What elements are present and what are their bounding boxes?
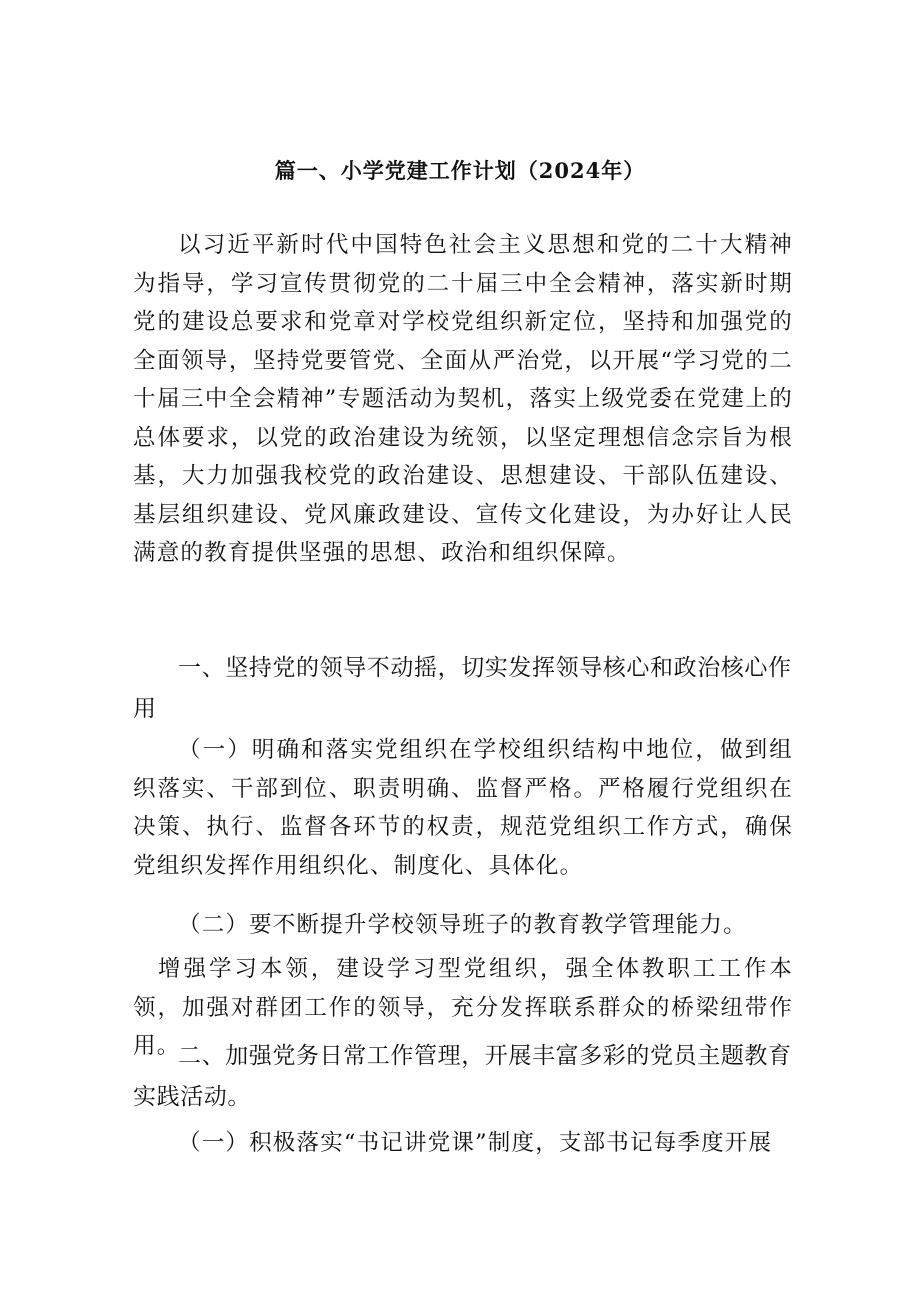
document-title: 篇一、小学党建工作计划（2024年） bbox=[274, 158, 646, 183]
section-1-item-1: （一）明确和落实党组织在学校组织结构中地位，做到组织落实、干部到位、职责明确、监督严格。严格履行党组织在决策、执行、监督各环节的权责，规范党组织工作方式，确保党组织发挥作用组织化、制度化、具体化。 bbox=[133, 737, 793, 879]
intro-paragraph: 以习近平新时代中国特色社会主义思想和党的二十大精神为指导，学习宣传贯彻党的二十届三中全会精神，落实新时期党的建设总要求和党章对学校党组织新定位，坚持和加强党的全面领导，坚持党要管党、全面从严治党，以开展“学习党的二十届三中全会精神”专题活动为契机，落实上级党委在党建上的总体要求，以党的政治建设为统领，以坚定理想信念宗旨为根基，大力加强我校党的政治建设、思想建设、干部队伍建设、基层组织建设、党风廉政建设、宣传文化建设，为办好让人民满意的教育提供坚强的思想、政治和组织保障。 bbox=[133, 232, 793, 566]
section-heading-2: 二、加强党务日常工作管理，开展丰富多彩的党员主题教育实践活动。 bbox=[133, 1043, 792, 1110]
section-heading-1: 一、坚持党的领导不动摇，切实发挥领导核心和政治核心作用 bbox=[133, 655, 792, 722]
section-1-item-2: （二）要不断提升学校领导班子的教育教学管理能力。 bbox=[178, 912, 747, 938]
section-2-item-1: （一）积极落实“书记讲党课”制度，支部书记每季度开展 bbox=[178, 1130, 773, 1156]
section-1-item-2-text: 增强学习本领，建设学习型党组织，强全体教职工工作本领，加强对群团工作的领导，充分发挥联系群众的桥梁纽带作用。 bbox=[133, 956, 793, 1059]
